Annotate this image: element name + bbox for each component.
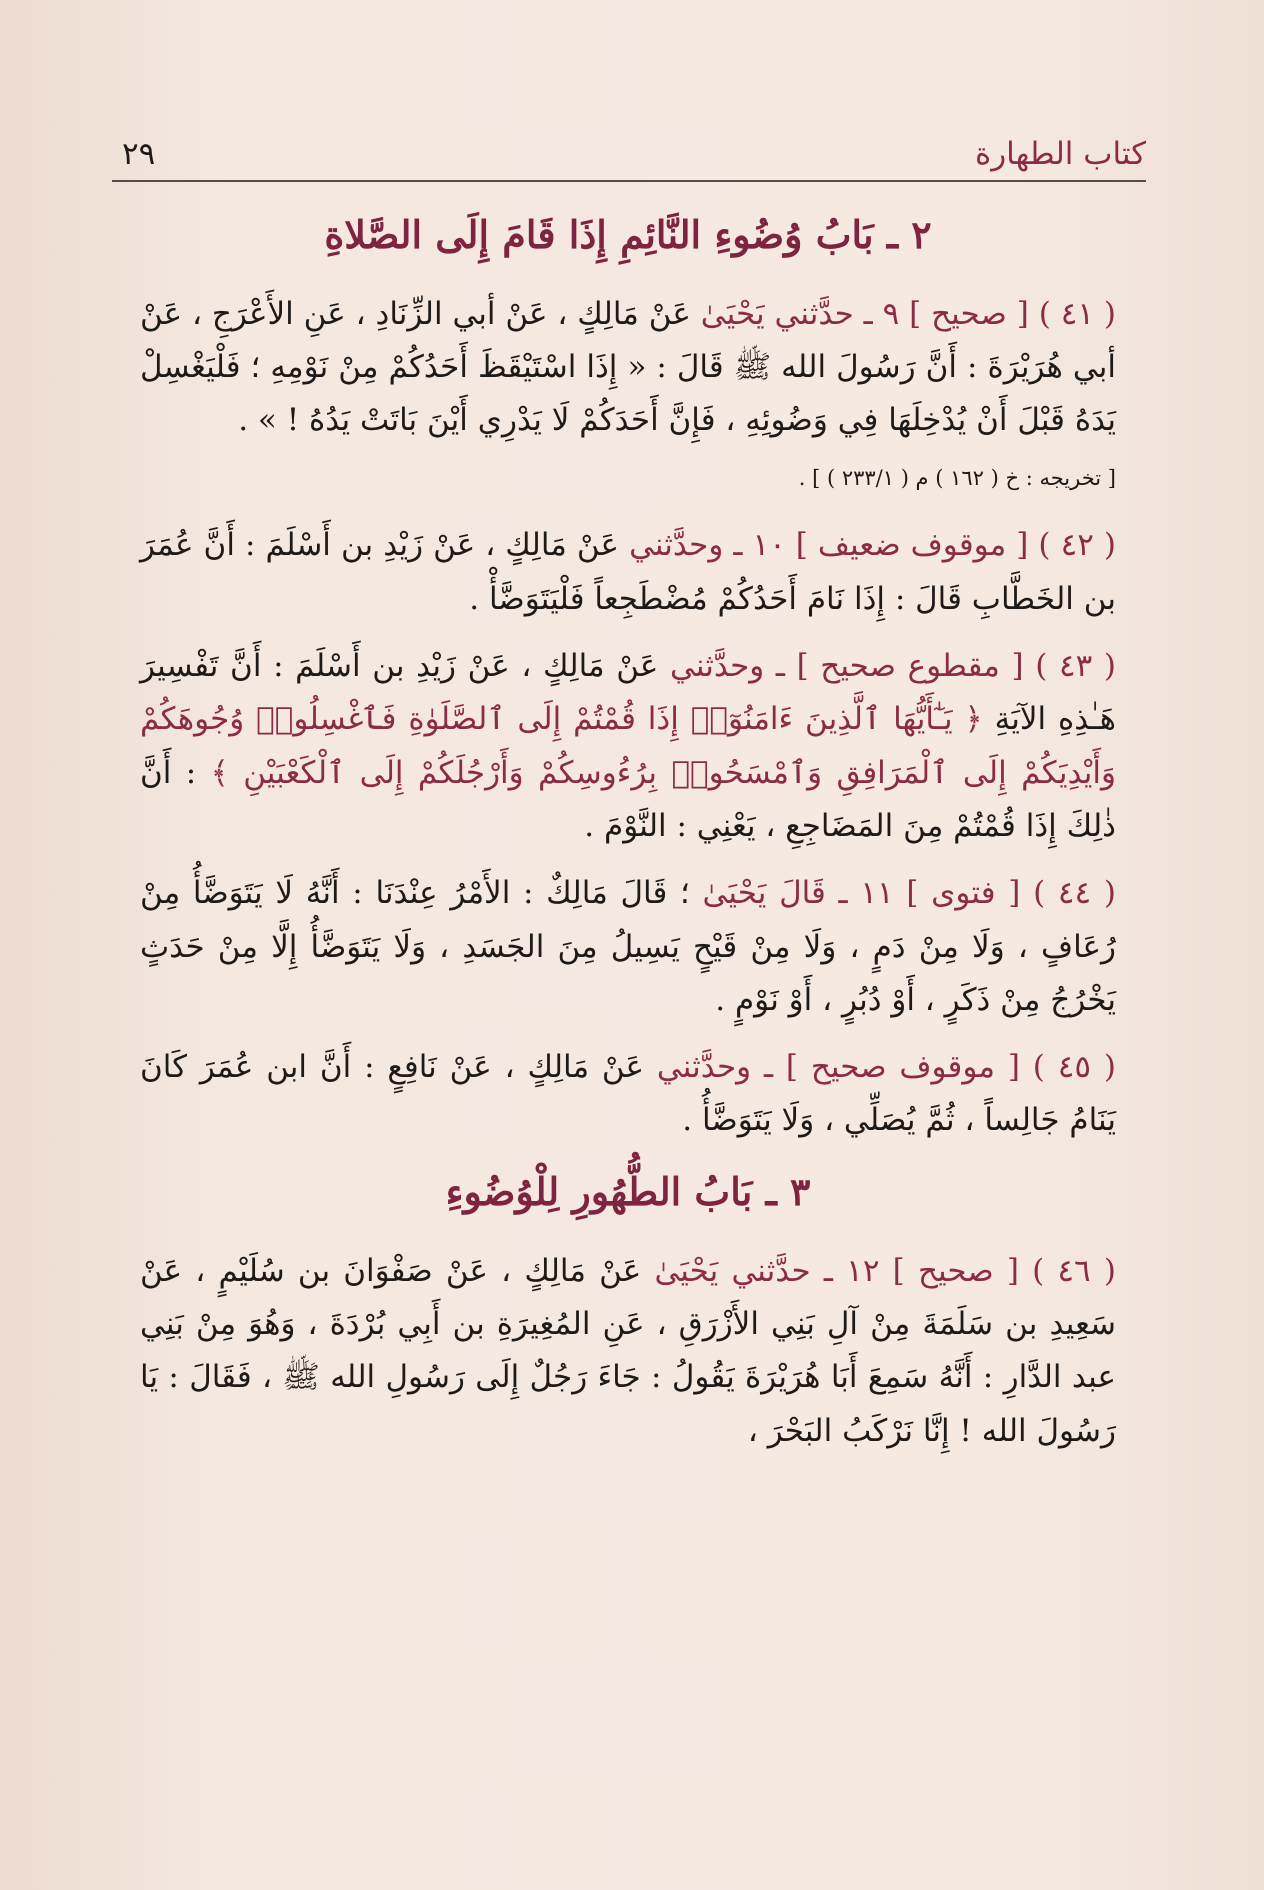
hadith-44 [140, 867, 1116, 1027]
page-number: ٢٩ [122, 136, 156, 172]
hadith-label: ( ٤٦ ) [ صحيح ] ١٢ ـ حدَّثني يَحْيَىٰ [654, 1252, 1116, 1289]
hadith-41 [140, 288, 1116, 448]
hadith-label: ( ٤١ ) [ صحيح ] ٩ ـ حدَّثني يَحْيَىٰ [700, 295, 1116, 332]
hadith-43 [140, 640, 1116, 853]
hadith-label: ( ٤٤ ) [ فتوى ] ١١ ـ قَالَ يَحْيَىٰ [702, 875, 1116, 912]
takhrij-note: [ تخريجه : خ ( ١٦٢ ) م ( ٢٣٣/١ ) ] . [798, 465, 1116, 490]
quran-verse: ﴿ يَـٰٓأَيُّهَا ٱلَّذِينَ ءَامَنُوٓا۟ إِذَا قُمْتُمْ إِلَى ٱلصَّلَوٰةِ فَٱغْسِلُوا۟ وُجُوهَكُمْ وَأَيْدِيَكُمْ إِلَى ٱلْمَرَافِقِ وَٱمْسَحُوا۟ بِرُءُوسِكُمْ وَأَرْجُلَكُمْ إِلَى ٱلْكَعْبَيْنِ ﴾ [140, 701, 1116, 791]
page-content [140, 205, 1116, 1472]
hadith-42 [140, 519, 1116, 626]
hadith-text: ؛ قَالَ مَالِكٌ : الأَمْرُ عِنْدَنَا : أَنَّهُ لَا يَتَوَضَّأُ مِنْ رُعَافٍ ، وَلَا مِنْ دَمٍ ، وَلَا مِنْ قَيْحٍ يَسِيلُ مِنَ الجَسَدِ ، وَلَا يَتَوَضَّأُ إِلَّا مِنْ حَدَثٍ يَخْرُجُ مِنْ ذَكَرٍ ، أَوْ دُبُرٍ ، أَوْ نَوْمٍ . [140, 875, 1117, 1018]
book-title: كتاب الطهارة [974, 136, 1146, 172]
hadith-label: ( ٤٥ ) [ موقوف صحيح ] ـ وحدَّثني [656, 1049, 1116, 1086]
running-header [112, 118, 1146, 182]
hadith-text: عَنْ مَالِكٍ ، عَنْ أبي الزِّنَادِ ، عَنِ الأَعْرَجِ ، عَنْ أبي هُرَيْرَةَ : أَنَّ رَسُولَ الله ﷺ قَالَ : « إِذَا اسْتَيْقَظَ أَحَدُكُمْ مِنْ نَوْمِهِ ؛ فَلْيَغْسِلْ يَدَهُ قَبْلَ أَنْ يُدْخِلَهَا فِي وَضُوئِهِ ، فَإِنَّ أَحَدَكُمْ لَا يَدْرِي أَيْنَ بَاتَتْ يَدُهُ ! » . [140, 295, 1116, 439]
hadith-label: ( ٤٢ ) [ موقوف ضعيف ] ١٠ ـ وحدَّثني [629, 527, 1117, 564]
chapter-title-2: ٣ ـ بَابُ الطُّهُورِ لِلْوُضُوءِ [445, 1168, 811, 1214]
hadith-text: عَنْ مَالِكٍ ، عَنْ زَيْدِ بن أَسْلَمَ : أَنَّ عُمَرَ بن الخَطَّابِ قَالَ : إِذَا نَامَ أَحَدُكُمْ مُضْطَجِعاً فَلْيَتَوَضَّأْ . [140, 527, 1116, 617]
hadith-46 [140, 1245, 1116, 1458]
hadith-text: عَنْ مَالِكٍ ، عَنْ صَفْوَانَ بن سُلَيْمٍ ، عَنْ سَعِيدِ بن سَلَمَةَ مِنْ آلِ بَنِي الأَزْرَقِ ، عَنِ المُغِيرَةِ بن أَبِي بُرْدَةَ ، وَهُوَ مِنْ بَنِي عبد الدَّارِ : أَنَّهُ سَمِعَ أَبَا هُرَيْرَةَ يَقُولُ : جَاءَ رَجُلٌ إِلَى رَسُولِ الله ﷺ ، فَقَالَ : يَا رَسُولَ الله ! إِنَّا نَرْكَبُ البَحْرَ ، [140, 1252, 1116, 1449]
hadith-45 [140, 1041, 1116, 1148]
hadith-text-after: : أَنَّ ذٰلِكَ إِذَا قُمْتُمْ مِنَ المَضَاجِعِ ، يَعْنِي : النَّوْمَ . [140, 754, 1116, 844]
hadith-text: عَنْ مَالِكٍ ، عَنْ زَيْدِ بن أَسْلَمَ : أَنَّ تَفْسِيرَ هَـٰذِهِ الآيَةِ [140, 647, 1116, 738]
hadith-text: عَنْ مَالِكٍ ، عَنْ نَافِعٍ : أَنَّ ابن عُمَرَ كَانَ يَنَامُ جَالِساً ، ثُمَّ يُصَلِّي ، وَلَا يَتَوَضَّأُ . [140, 1049, 1116, 1139]
hadith-label: ( ٤٣ ) [ مقطوع صحيح ] ـ وحدَّثني [670, 647, 1117, 684]
chapter-title: ٢ ـ بَابُ وُضُوءِ النَّائِمِ إِذَا قَامَ إِلَى الصَّلاةِ [324, 212, 932, 257]
